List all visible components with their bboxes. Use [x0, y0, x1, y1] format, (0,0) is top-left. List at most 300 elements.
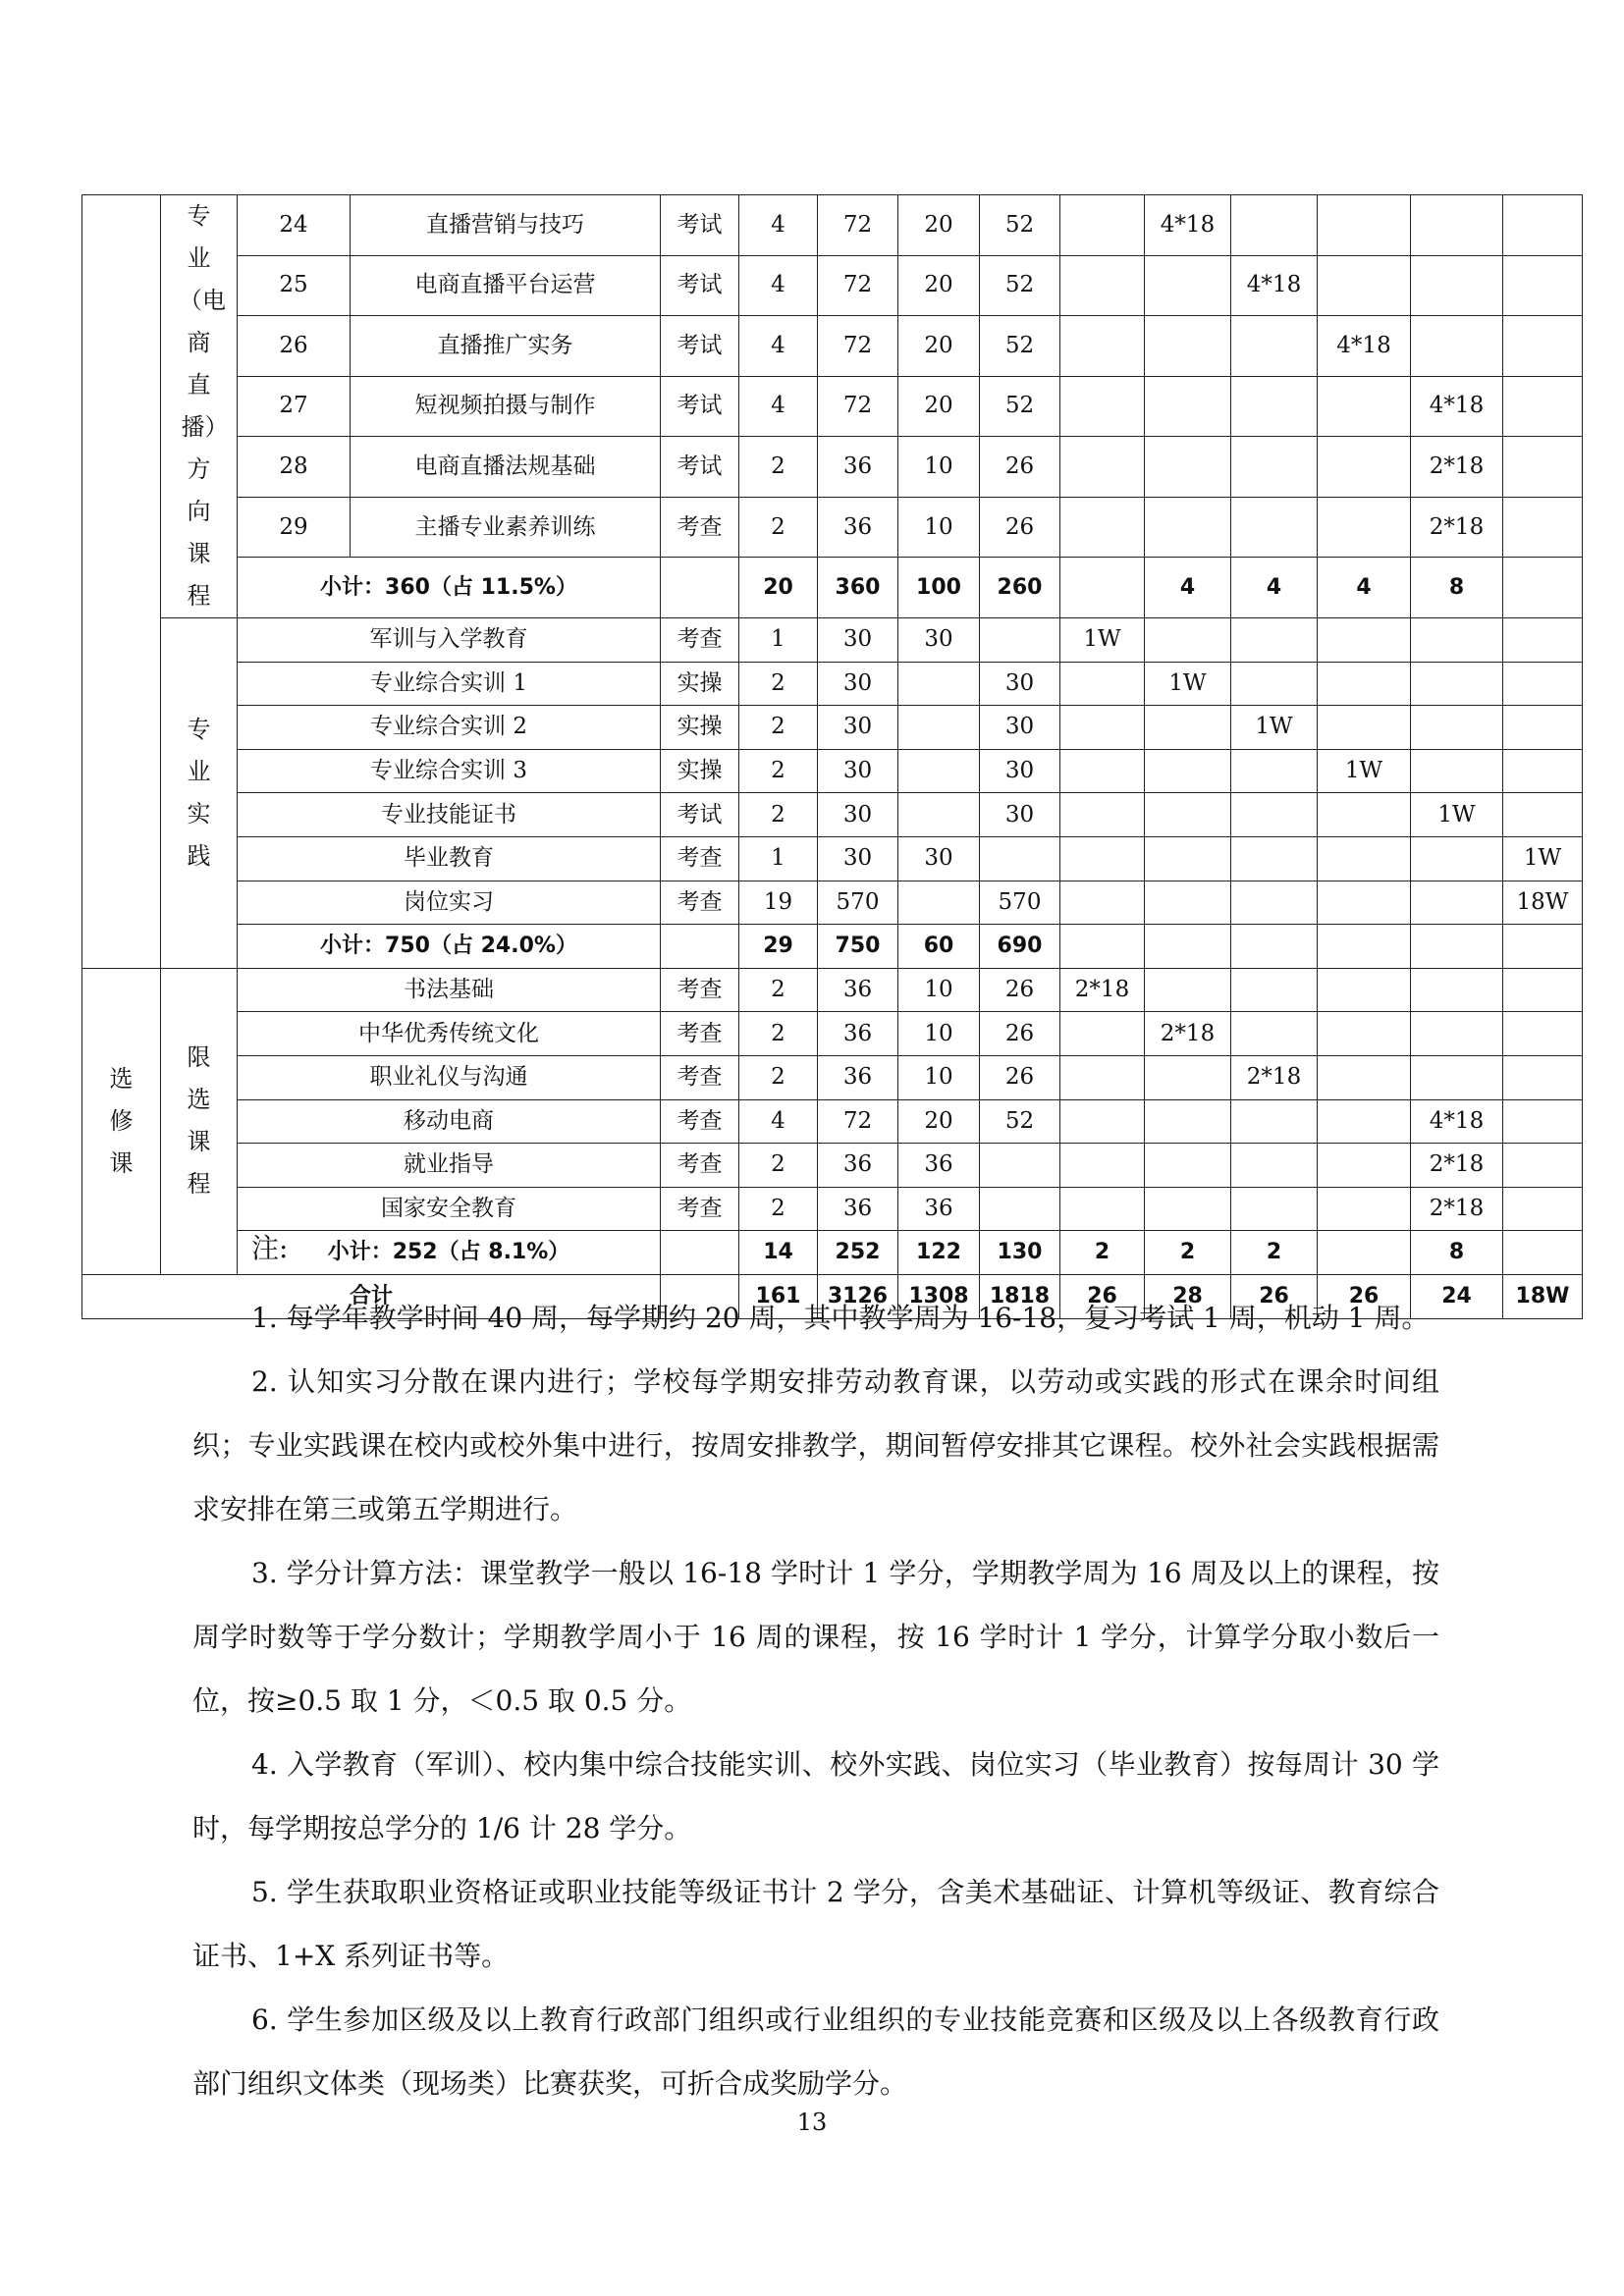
exam-type-cell: 考查	[661, 497, 739, 558]
semester-4-cell: 1W	[1318, 749, 1411, 793]
semester-6-cell	[1503, 968, 1583, 1012]
semester-3-cell	[1231, 968, 1318, 1012]
course-name-cell: 直播营销与技巧	[351, 195, 661, 256]
course-number-cell: 26	[238, 316, 351, 377]
semester-6-cell	[1503, 1187, 1583, 1231]
semester-6-cell	[1503, 376, 1583, 437]
semester-3-cell	[1231, 195, 1318, 256]
semester-2-cell	[1145, 881, 1231, 925]
exam-type-cell: 考查	[661, 881, 739, 925]
semester-1-cell	[1060, 558, 1145, 618]
note-item-1: 1. 每学年教学时间 40 周，每学期约 20 周，其中教学周为 16-18，复习考试 1 周，机动 1 周。	[251, 1302, 1430, 1334]
semester-1-cell	[1060, 195, 1145, 256]
semester-5-cell: 8	[1411, 1231, 1503, 1275]
credit-cell: 2	[739, 437, 818, 498]
semester-5-cell	[1411, 1012, 1503, 1056]
exam-type-cell: 考试	[661, 255, 739, 316]
table-row	[82, 437, 1583, 498]
practice-hours-cell: 30	[980, 662, 1060, 706]
semester-4-cell	[1318, 881, 1411, 925]
semester-2-cell	[1145, 836, 1231, 881]
exam-type-cell: 考试	[661, 195, 739, 256]
theory-hours-cell: 30	[898, 618, 980, 663]
theory-hours-cell: 20	[898, 1099, 980, 1144]
semester-6-cell: 18W	[1503, 881, 1583, 925]
note-item-3: 3. 学分计算方法：课堂教学一般以 16-18 学时计 1 学分，学期教学周为 16 周及以上的课程，按周学时数等于学分数计；学期教学周小于 16 周的课程，按 16 学时计 1 学分，计算学分取小数后一位，按≥0.5 取 1 分，＜0.5 取 0.5 分。	[192, 1557, 1439, 1717]
course-name-cell: 就业指导	[238, 1144, 661, 1188]
semester-4-cell	[1318, 195, 1411, 256]
course-name-cell: 短视频拍摄与制作	[351, 376, 661, 437]
hours-cell: 36	[818, 1187, 898, 1231]
semester-1-cell	[1060, 1144, 1145, 1188]
exam-type-cell: 考查	[661, 1144, 739, 1188]
semester-1-cell	[1060, 497, 1145, 558]
semester-6-cell	[1503, 437, 1583, 498]
theory-hours-cell: 20	[898, 316, 980, 377]
semester-2-cell	[1145, 618, 1231, 663]
semester-2-cell	[1145, 316, 1231, 377]
table-row	[82, 1187, 1583, 1231]
semester-6-cell	[1503, 316, 1583, 377]
practice-hours-cell: 26	[980, 497, 1060, 558]
theory-hours-cell: 1308	[898, 1274, 980, 1318]
semester-3-cell	[1231, 836, 1318, 881]
semester-1-cell: 1W	[1060, 618, 1145, 663]
semester-6-cell	[1503, 1055, 1583, 1099]
practice-hours-cell: 26	[980, 968, 1060, 1012]
practice-hours-cell: 130	[980, 1231, 1060, 1275]
course-name-cell: 毕业教育	[238, 836, 661, 881]
semester-5-cell: 24	[1411, 1274, 1503, 1318]
exam-type-cell: 实操	[661, 749, 739, 793]
semester-1-cell	[1060, 925, 1145, 969]
credit-cell: 161	[739, 1274, 818, 1318]
semester-6-cell	[1503, 1144, 1583, 1188]
credit-cell: 2	[739, 1144, 818, 1188]
practice-hours-cell	[980, 836, 1060, 881]
theory-hours-cell	[898, 706, 980, 750]
course-name-cell: 岗位实习	[238, 881, 661, 925]
theory-hours-cell: 10	[898, 968, 980, 1012]
semester-5-cell	[1411, 836, 1503, 881]
notes-heading: 注:	[251, 1232, 289, 1264]
semester-2-cell	[1145, 437, 1231, 498]
semester-2-cell: 4	[1145, 558, 1231, 618]
practice-hours-cell	[980, 1187, 1060, 1231]
hours-cell: 30	[818, 706, 898, 750]
theory-hours-cell	[898, 749, 980, 793]
exam-type-cell: 考试	[661, 376, 739, 437]
table-row	[82, 1099, 1583, 1144]
semester-2-cell	[1145, 1055, 1231, 1099]
category-limited-label: 限选课程	[161, 968, 238, 1274]
note-item-4: 4. 入学教育（军训）、校内集中综合技能实训、校外实践、岗位实习（毕业教育）按每周计 30 学时，每学期按总学分的 1/6 计 28 学分。	[192, 1748, 1439, 1844]
semester-3-cell	[1231, 1099, 1318, 1144]
practice-hours-cell: 26	[980, 1055, 1060, 1099]
category-practice-label: 专业实践	[161, 618, 238, 969]
credit-cell: 2	[739, 1012, 818, 1056]
semester-3-cell	[1231, 497, 1318, 558]
semester-2-cell: 1W	[1145, 662, 1231, 706]
semester-5-cell: 2*18	[1411, 1187, 1503, 1231]
category-blank-cell	[82, 195, 161, 969]
practice-hours-cell: 1818	[980, 1274, 1060, 1318]
semester-5-cell	[1411, 618, 1503, 663]
semester-3-cell	[1231, 1012, 1318, 1056]
semester-1-cell	[1060, 662, 1145, 706]
subtotal-row	[82, 558, 1583, 618]
practice-hours-cell: 52	[980, 316, 1060, 377]
theory-hours-cell	[898, 793, 980, 837]
semester-1-cell: 2*18	[1060, 968, 1145, 1012]
semester-3-cell: 4*18	[1231, 255, 1318, 316]
exam-type-cell	[661, 1231, 739, 1275]
page-number: 13	[796, 2109, 828, 2136]
hours-cell: 252	[818, 1231, 898, 1275]
exam-type-cell: 考查	[661, 1012, 739, 1056]
exam-type-cell	[661, 925, 739, 969]
semester-3-cell: 1W	[1231, 706, 1318, 750]
theory-hours-cell	[898, 662, 980, 706]
course-name-cell: 中华优秀传统文化	[238, 1012, 661, 1056]
semester-5-cell	[1411, 749, 1503, 793]
theory-hours-cell: 10	[898, 1012, 980, 1056]
semester-2-cell: 4*18	[1145, 195, 1231, 256]
practice-hours-cell: 52	[980, 195, 1060, 256]
semester-5-cell: 2*18	[1411, 1144, 1503, 1188]
semester-5-cell: 8	[1411, 558, 1503, 618]
hours-cell: 72	[818, 1099, 898, 1144]
semester-4-cell	[1318, 497, 1411, 558]
exam-type-cell: 实操	[661, 706, 739, 750]
semester-3-cell: 4	[1231, 558, 1318, 618]
semester-1-cell	[1060, 255, 1145, 316]
exam-type-cell: 考查	[661, 1055, 739, 1099]
credit-cell: 4	[739, 255, 818, 316]
semester-6-cell	[1503, 558, 1583, 618]
semester-6-cell	[1503, 749, 1583, 793]
semester-4-cell	[1318, 793, 1411, 837]
theory-hours-cell: 30	[898, 836, 980, 881]
hours-cell: 72	[818, 195, 898, 256]
semester-3-cell: 2	[1231, 1231, 1318, 1275]
practice-hours-cell: 30	[980, 793, 1060, 837]
course-number-cell: 28	[238, 437, 351, 498]
semester-5-cell: 4*18	[1411, 1099, 1503, 1144]
semester-6-cell	[1503, 1012, 1583, 1056]
hours-cell: 3126	[818, 1274, 898, 1318]
subtotal-label: 小计：360（占 11.5%）	[238, 558, 661, 618]
hours-cell: 570	[818, 881, 898, 925]
exam-type-cell: 考查	[661, 1099, 739, 1144]
course-name-cell: 书法基础	[238, 968, 661, 1012]
note-item-6: 6. 学生参加区级及以上教育行政部门组织或行业组织的专业技能竞赛和区级及以上各级教育行政部门组织文体类（现场类）比赛获奖，可折合成奖励学分。	[192, 2003, 1439, 2100]
credit-cell: 2	[739, 1055, 818, 1099]
hours-cell: 36	[818, 1055, 898, 1099]
curriculum-table	[81, 194, 1583, 1319]
credit-cell: 4	[739, 195, 818, 256]
semester-3-cell: 2*18	[1231, 1055, 1318, 1099]
theory-hours-cell: 20	[898, 255, 980, 316]
theory-hours-cell: 20	[898, 195, 980, 256]
credit-cell: 2	[739, 497, 818, 558]
course-name-cell: 电商直播法规基础	[351, 437, 661, 498]
semester-4-cell	[1318, 706, 1411, 750]
practice-hours-cell	[980, 1144, 1060, 1188]
semester-5-cell	[1411, 195, 1503, 256]
course-name-cell: 国家安全教育	[238, 1187, 661, 1231]
course-name-cell: 职业礼仪与沟通	[238, 1055, 661, 1099]
practice-hours-cell	[980, 618, 1060, 663]
table-row	[82, 1055, 1583, 1099]
course-name-cell: 移动电商	[238, 1099, 661, 1144]
semester-6-cell	[1503, 1231, 1583, 1275]
table-row	[82, 881, 1583, 925]
semester-4-cell	[1318, 255, 1411, 316]
semester-6-cell	[1503, 793, 1583, 837]
semester-1-cell	[1060, 749, 1145, 793]
practice-hours-cell: 570	[980, 881, 1060, 925]
semester-2-cell	[1145, 255, 1231, 316]
semester-1-cell	[1060, 437, 1145, 498]
course-number-cell: 24	[238, 195, 351, 256]
table-row	[82, 662, 1583, 706]
hours-cell: 72	[818, 255, 898, 316]
semester-5-cell	[1411, 968, 1503, 1012]
semester-2-cell	[1145, 968, 1231, 1012]
subtotal-label: 小计：750（占 24.0%）	[238, 925, 661, 969]
hours-cell: 36	[818, 497, 898, 558]
credit-cell: 4	[739, 376, 818, 437]
semester-4-cell	[1318, 1144, 1411, 1188]
theory-hours-cell: 20	[898, 376, 980, 437]
semester-5-cell: 4*18	[1411, 376, 1503, 437]
table-row	[82, 618, 1583, 663]
practice-hours-cell: 26	[980, 1012, 1060, 1056]
exam-type-cell: 实操	[661, 662, 739, 706]
theory-hours-cell: 36	[898, 1144, 980, 1188]
table-row	[82, 968, 1583, 1012]
table-row	[82, 1012, 1583, 1056]
semester-5-cell	[1411, 881, 1503, 925]
practice-hours-cell: 52	[980, 376, 1060, 437]
semester-4-cell	[1318, 376, 1411, 437]
semester-6-cell	[1503, 925, 1583, 969]
table-row	[82, 1144, 1583, 1188]
practice-hours-cell: 30	[980, 749, 1060, 793]
semester-3-cell	[1231, 376, 1318, 437]
subtotal-row	[82, 925, 1583, 969]
table-row	[82, 793, 1583, 837]
course-number-cell: 27	[238, 376, 351, 437]
semester-2-cell	[1145, 1187, 1231, 1231]
semester-3-cell	[1231, 881, 1318, 925]
total-label: 合计	[82, 1274, 661, 1318]
semester-3-cell: 26	[1231, 1274, 1318, 1318]
semester-5-cell: 2*18	[1411, 437, 1503, 498]
semester-4-cell	[1318, 1187, 1411, 1231]
semester-6-cell: 18W	[1503, 1274, 1583, 1318]
semester-2-cell: 28	[1145, 1274, 1231, 1318]
credit-cell: 20	[739, 558, 818, 618]
credit-cell: 4	[739, 316, 818, 377]
credit-cell: 1	[739, 618, 818, 663]
semester-5-cell	[1411, 1055, 1503, 1099]
hours-cell: 360	[818, 558, 898, 618]
course-name-cell: 专业技能证书	[238, 793, 661, 837]
semester-1-cell	[1060, 1187, 1145, 1231]
table-row	[82, 195, 1583, 256]
practice-hours-cell: 52	[980, 255, 1060, 316]
category-direction-label: 专业（电商直播）方向课程	[161, 195, 238, 618]
exam-type-cell: 考试	[661, 316, 739, 377]
semester-6-cell: 1W	[1503, 836, 1583, 881]
semester-4-cell	[1318, 437, 1411, 498]
semester-6-cell	[1503, 255, 1583, 316]
table-row	[82, 316, 1583, 377]
semester-4-cell	[1318, 1012, 1411, 1056]
practice-hours-cell: 52	[980, 1099, 1060, 1144]
semester-1-cell: 26	[1060, 1274, 1145, 1318]
category-elective-label: 选修课	[82, 968, 161, 1274]
table-row	[82, 255, 1583, 316]
credit-cell: 4	[739, 1099, 818, 1144]
semester-1-cell	[1060, 1012, 1145, 1056]
course-name-cell: 电商直播平台运营	[351, 255, 661, 316]
semester-4-cell	[1318, 662, 1411, 706]
semester-5-cell: 2*18	[1411, 497, 1503, 558]
theory-hours-cell: 122	[898, 1231, 980, 1275]
semester-4-cell: 4	[1318, 558, 1411, 618]
credit-cell: 14	[739, 1231, 818, 1275]
semester-1-cell	[1060, 836, 1145, 881]
hours-cell: 72	[818, 316, 898, 377]
note-item-5: 5. 学生获取职业资格证或职业技能等级证书计 2 学分，含美术基础证、计算机等级证、教育综合证书、1+X 系列证书等。	[192, 1876, 1439, 1972]
semester-2-cell	[1145, 1099, 1231, 1144]
credit-cell: 19	[739, 881, 818, 925]
hours-cell: 30	[818, 793, 898, 837]
semester-4-cell	[1318, 968, 1411, 1012]
semester-4-cell: 4*18	[1318, 316, 1411, 377]
practice-hours-cell: 260	[980, 558, 1060, 618]
semester-5-cell	[1411, 706, 1503, 750]
semester-1-cell: 2	[1060, 1231, 1145, 1275]
credit-cell: 2	[739, 1187, 818, 1231]
semester-2-cell	[1145, 749, 1231, 793]
exam-type-cell: 考试	[661, 437, 739, 498]
semester-2-cell	[1145, 376, 1231, 437]
semester-4-cell	[1318, 1099, 1411, 1144]
exam-type-cell: 考查	[661, 1187, 739, 1231]
semester-3-cell	[1231, 437, 1318, 498]
credit-cell: 2	[739, 662, 818, 706]
hours-cell: 36	[818, 1012, 898, 1056]
credit-cell: 2	[739, 706, 818, 750]
exam-type-cell: 考查	[661, 968, 739, 1012]
semester-5-cell	[1411, 316, 1503, 377]
semester-1-cell	[1060, 376, 1145, 437]
credit-cell: 29	[739, 925, 818, 969]
hours-cell: 30	[818, 836, 898, 881]
hours-cell: 72	[818, 376, 898, 437]
semester-3-cell	[1231, 1187, 1318, 1231]
course-number-cell: 25	[238, 255, 351, 316]
semester-3-cell	[1231, 316, 1318, 377]
semester-5-cell	[1411, 662, 1503, 706]
semester-4-cell	[1318, 925, 1411, 969]
exam-type-cell: 考试	[661, 793, 739, 837]
semester-4-cell	[1318, 1055, 1411, 1099]
practice-hours-cell: 30	[980, 706, 1060, 750]
semester-1-cell	[1060, 1099, 1145, 1144]
semester-6-cell	[1503, 618, 1583, 663]
hours-cell: 30	[818, 618, 898, 663]
credit-cell: 2	[739, 793, 818, 837]
semester-2-cell: 2	[1145, 1231, 1231, 1275]
semester-2-cell	[1145, 1144, 1231, 1188]
semester-2-cell	[1145, 497, 1231, 558]
exam-type-cell: 考查	[661, 618, 739, 663]
semester-5-cell	[1411, 925, 1503, 969]
semester-6-cell	[1503, 706, 1583, 750]
hours-cell: 750	[818, 925, 898, 969]
theory-hours-cell: 60	[898, 925, 980, 969]
theory-hours-cell: 100	[898, 558, 980, 618]
semester-6-cell	[1503, 662, 1583, 706]
semester-3-cell	[1231, 1144, 1318, 1188]
semester-5-cell	[1411, 255, 1503, 316]
course-name-cell: 专业综合实训 2	[238, 706, 661, 750]
semester-1-cell	[1060, 881, 1145, 925]
table-row	[82, 706, 1583, 750]
semester-1-cell	[1060, 1055, 1145, 1099]
semester-3-cell	[1231, 618, 1318, 663]
semester-6-cell	[1503, 497, 1583, 558]
hours-cell: 36	[818, 968, 898, 1012]
semester-6-cell	[1503, 1099, 1583, 1144]
theory-hours-cell: 36	[898, 1187, 980, 1231]
semester-4-cell: 26	[1318, 1274, 1411, 1318]
semester-2-cell	[1145, 925, 1231, 969]
semester-6-cell	[1503, 195, 1583, 256]
subtotal-label: 小计：252（占 8.1%）	[238, 1231, 661, 1275]
table-row	[82, 836, 1583, 881]
hours-cell: 36	[818, 1144, 898, 1188]
theory-hours-cell: 10	[898, 1055, 980, 1099]
credit-cell: 1	[739, 836, 818, 881]
course-name-cell: 主播专业素养训练	[351, 497, 661, 558]
theory-hours-cell	[898, 881, 980, 925]
semester-2-cell	[1145, 706, 1231, 750]
hours-cell: 36	[818, 437, 898, 498]
table-row	[82, 749, 1583, 793]
semester-4-cell	[1318, 836, 1411, 881]
semester-4-cell	[1318, 1231, 1411, 1275]
course-name-cell: 直播推广实务	[351, 316, 661, 377]
semester-3-cell	[1231, 662, 1318, 706]
hours-cell: 30	[818, 662, 898, 706]
credit-cell: 2	[739, 968, 818, 1012]
theory-hours-cell: 10	[898, 497, 980, 558]
semester-3-cell	[1231, 749, 1318, 793]
note-item-2: 2. 认知实习分散在课内进行；学校每学期安排劳动教育课，以劳动或实践的形式在课余时间组织；专业实践课在校内或校外集中进行，按周安排教学，期间暂停安排其它课程。校外社会实践根据需求安排在第三或第五学期进行。	[192, 1365, 1439, 1525]
table-row	[82, 497, 1583, 558]
theory-hours-cell: 10	[898, 437, 980, 498]
semester-1-cell	[1060, 793, 1145, 837]
table-row	[82, 376, 1583, 437]
practice-hours-cell: 690	[980, 925, 1060, 969]
exam-type-cell	[661, 558, 739, 618]
